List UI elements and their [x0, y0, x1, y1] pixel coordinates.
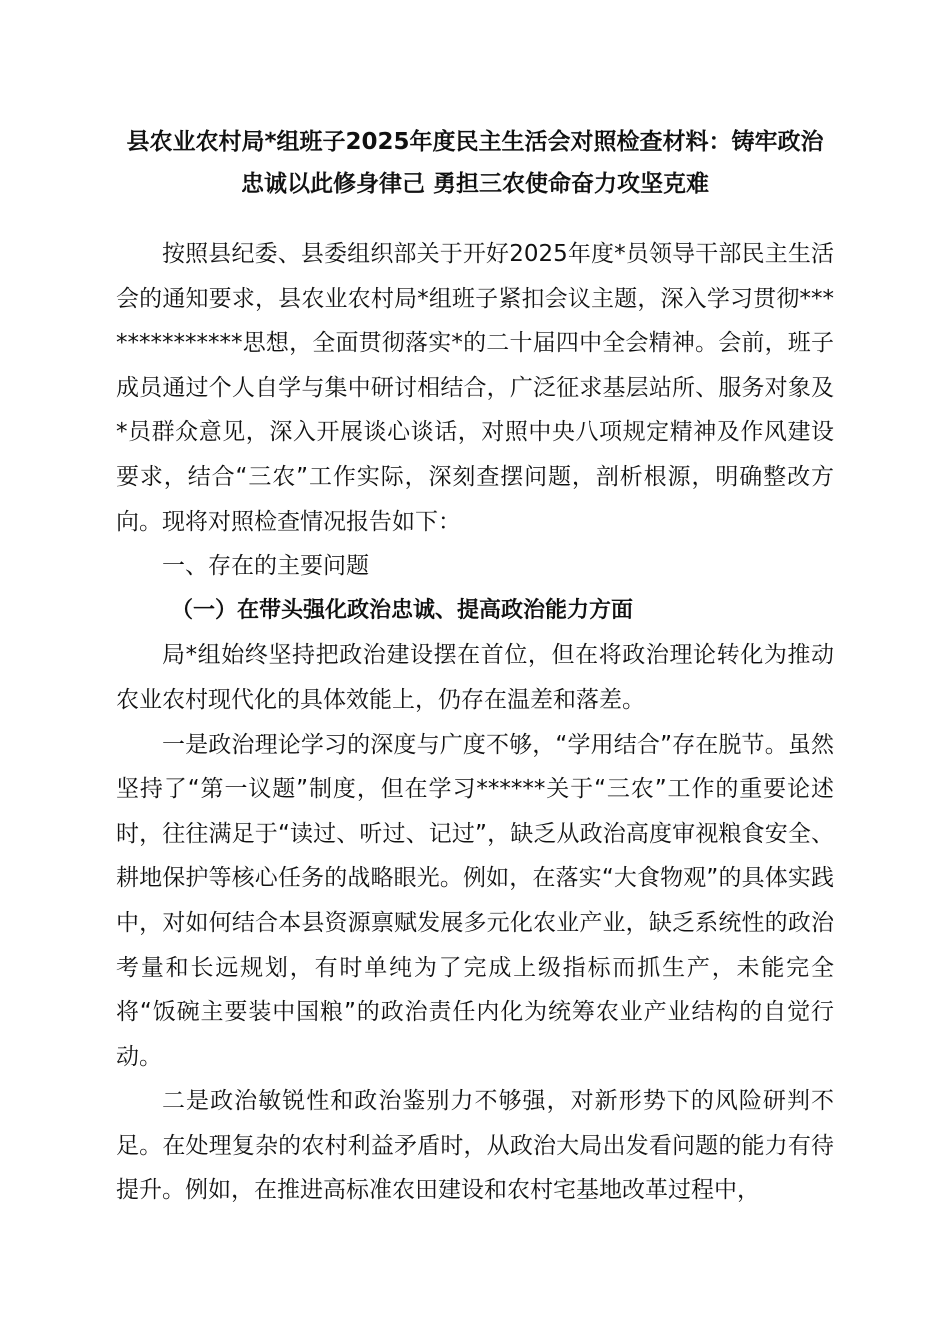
subsection-intro-paragraph: 局*组始终坚持把政治建设摆在首位，但在将政治理论转化为推动农业农村现代化的具体效能上，仍存在温差和落差。 — [116, 642, 834, 713]
document-title: 县农业农村局*组班子2025年度民主生活会对照检查材料：铸牢政治忠诚以此修身律己 勇担三农使命奋力攻坚克难 — [126, 129, 824, 197]
point-one-paragraph: 一是政治理论学习的深度与广度不够，“学用结合”存在脱节。虽然坚持了“第一议题”制度，但在学习******关于“三农”工作的重要论述时，往往满足于“读过、听过、记过”，缺乏从政治高度审视粮食安全、耕地保护等核心任务的战略眼光。例如，在落实“大食物观”的具体实践中，对如何结合本县资源禀赋发展多元化农业产业，缺乏系统性的政治考量和长远规划，有时单纯为了完成上级指标而抓生产，未能完全将“饭碗主要装中国粮”的政治责任内化为统筹农业产业结构的自觉行动。 — [116, 731, 834, 1070]
point-two-paragraph: 二是政治敏锐性和政治鉴别力不够强，对新形势下的风险研判不足。在处理复杂的农村利益矛盾时，从政治大局出发看问题的能力有待提升。例如，在推进高标准农田建设和农村宅基地改革过程中， — [116, 1088, 834, 1204]
subsection-heading: （一）在带头强化政治忠诚、提高政治能力方面 — [171, 597, 634, 623]
document-body — [116, 232, 834, 1213]
section-heading: 一、存在的主要问题 — [162, 553, 369, 580]
intro-paragraph: 按照县纪委、县委组织部关于开好2025年度*员领导干部民主生活会的通知要求，县农业农村局*组班子紧扣会议主题，深入学习贯彻**************思想，全面贯彻落实*的二十届四中全会精神。会前，班子成员通过个人自学与集中研讨相结合，广泛征求基层站所、服务对象及*员群众意见，深入开展谈心谈话，对照中央八项规定精神及作风建设要求，结合“三农”工作实际，深刻查摆问题，剖析根源，明确整改方向。现将对照检查情况报告如下： — [116, 241, 834, 535]
